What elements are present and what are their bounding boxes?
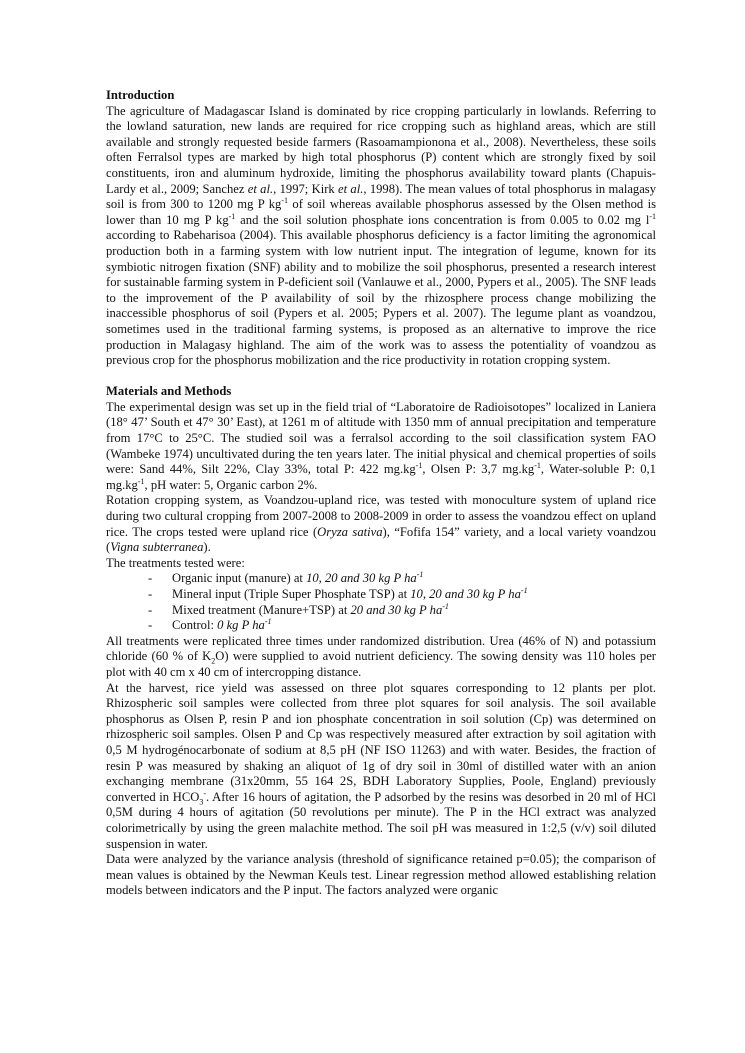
methods-paragraph-harvest: At the harvest, rice yield was assessed on three plot squares corresponding to 12 plants per plot. Rhizospheric soil samples were collected from three plot squares for soil analysis. The soil available phosphorus as Olsen P, resin P and ion phosphate concentration in soil solution (Cp) was determined on rhizospheric soil samples. Olsen P and Cp was respectively measured after extraction by soil agitation with 0,5 M hydrogénocarbonate of sodium at 8,5 pH (NF ISO 11263) and with water. Besides, the fraction of resin P was measured by shaking an aliquot of 1g of dry soil in 30ml of distilled water with an anion exchanging membrane (31x20mm, 55 164 2S, BDH Laboratory Supplies, Poole, England) previously converted in $HCO_3^-$. After 16 hours of agitation, the P adsorbed by the resins was desorbed in 20 ml of HCl 0,5M during 4 hours of agitation (50 revolutions per minute). The P in the HCl extract was analyzed colorimetrically by using the green malachite method. The soil pH was measured in 1:2,5 (v/v) soil diluted suspension in water.: [106, 680, 656, 851]
list-item: - Control: 0 kg P $ha^{-1}$: [148, 618, 656, 634]
document-page: [106, 88, 656, 899]
introduction-paragraph: The agriculture of Madagascar Island is dominated by rice cropping particularly in lowlands. Referring to the lowland saturation, new lands are required for rice cropping such as highland areas, which are still available and strongly requested beside farmers (Rasoamampionona et al., 2008). Nevertheless, these soils often Ferralsol types are marked by high total phosphorus (P) content which are strongly fixed by soil constituents, iron and aluminum hydroxide, limiting the phosphorus availability toward plants (Chapuis-Lardy et al., 2009; Sanchez et al., 1997; Kirk et al., 1998). The mean values of total phosphorus in malagasy soil is from 300 to 1200 mg P $kg^{-1}$ of soil whereas available phosphorus assessed by the Olsen method is lower than 10 mg P $kg^{-1}$ and the soil solution phosphate ions concentration is from 0.005 to 0.02 mg $l^{-1}$ according to Rabeharisoa (2004). This available phosphorus deficiency is a factor limiting the agronomical production both in a farming system with low nutrient input. The integration of legume, known for its symbiotic nitrogen fixation (SNF) ability and to mobilize the soil phosphorus, presented a research interest for sustainable farming system in P-deficient soil (Vanlauwe et al., 2000, Pypers et al., 2005). The SNF leads to the improvement of the P availability of soil by the rhizosphere process change mobilizing the inaccessible phosphorus of soil (Pypers et al. 2005; Pypers et al. 2007). The legume plant as voandzou, sometimes used in the traditional farming systems, is proposed as an alternative to improve the rice production in Malagasy highland. The aim of the work was to assess the potentiality of voandzou as previous crop for the phosphorus mobilization and the rice productivity in rotation cropping system.: [106, 103, 656, 368]
methods-heading: Materials and Methods: [106, 384, 232, 399]
methods-paragraph-statistics: Data were analyzed by the variance analysis (threshold of significance retained p=0.05); the comparison of mean values is obtained by the Newman Keuls test. Linear regression method allowed establishing relation models between indicators and the P input. The factors analyzed were organic: [106, 852, 656, 898]
introduction-heading: Introduction: [106, 88, 175, 102]
list-item: - Organic input (manure) at 10, 20 and 30 kg P $ha^{-1}$: [148, 571, 656, 587]
methods-paragraph-rotation: Rotation cropping system, as Voandzou-upland rice, was tested with monoculture system of upland rice during two cultural cropping from 2007-2008 to 2008-2009 in order to assess the voandzou effect on upland rice. The crops tested were upland rice (Oryza sativa), “Fofifa 154” variety, and a local variety voandzou (Vigna subterranea).: [106, 493, 656, 555]
methods-paragraph-site: The experimental design was set up in the field trial of “Laboratoire de Radioisotopes” localized in Laniera (18° 47’ South et 47° 30’ East), at 1261 m of altitude with 1350 mm of annual precipitation and temperature from 17°C to 25°C. The studied soil was a ferralsol according to the soil classification system FAO (Wambeke 1974) uncultivated during the ten years later. The initial physical and chemical properties of soils were: Sand 44%, Silt 22%, Clay 33%, total P: 422 $mg.kg^{-1}$, Olsen P: 3,7 $mg.kg^{-1}$, Water-soluble P: 0,1 $mg.kg^{-1}$, pH water: 5, Organic carbon 2%.: [106, 399, 656, 492]
methods-paragraph-replication: All treatments were replicated three times under randomized distribution. Urea (46% of N) and potassium chloride (60 % of $K_2O$) were supplied to avoid nutrient deficiency. The sowing density was 110 holes per plot with 40 cm x 40 cm of intercropping distance.: [106, 633, 656, 679]
treatments-intro: The treatments tested were:: [106, 555, 245, 570]
treatments-list: [106, 571, 656, 633]
list-item: - Mineral input (Triple Super Phosphate TSP) at 10, 20 and 30 kg P $ha^{-1}$: [148, 587, 656, 603]
list-item: - Mixed treatment (Manure+TSP) at 20 and 30 kg P $ha^{-1}$: [148, 603, 656, 619]
